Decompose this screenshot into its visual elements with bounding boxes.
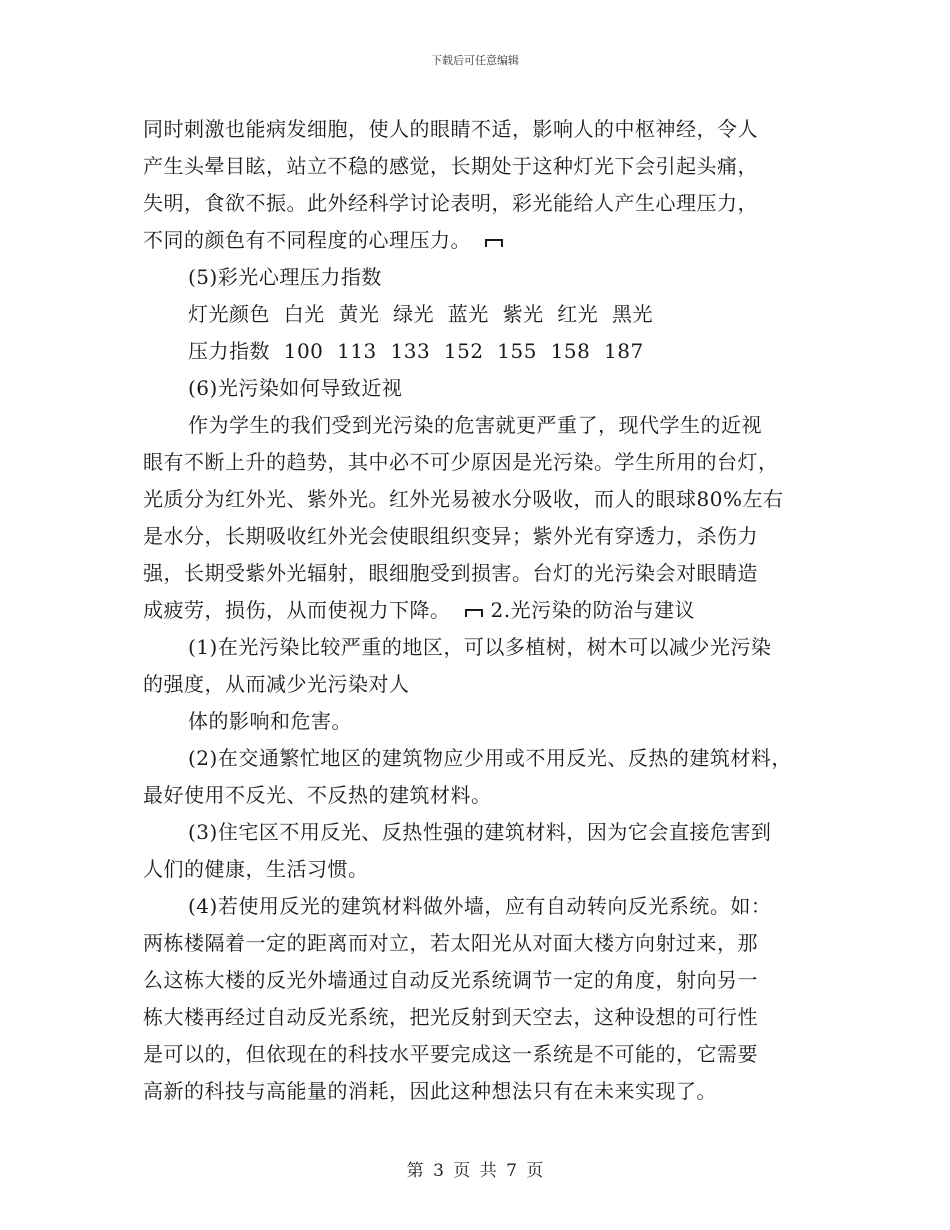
text-line: 体的影响和危害。: [188, 709, 352, 733]
bracket-mark-icon: [485, 237, 503, 247]
text-line: 成疲劳，损伤，从而使视力下降。 2.光污染的防治与建议: [143, 598, 696, 622]
text-line: 同时刺激也能病发细胞，使人的眼睛不适，影响人的中枢神经，令人: [143, 117, 758, 141]
text-line: 人们的健康，生活习惯。: [143, 857, 369, 881]
section-heading: (5)彩光心理压力指数: [188, 265, 382, 289]
text-line: 强，长期受紫外光辐射，眼细胞受到损害。台灯的光污染会对眼睛造: [143, 561, 758, 585]
text-line: (1)在光污染比较严重的地区，可以多植树，树木可以减少光污染: [188, 635, 772, 659]
text-line: 栋大楼再经过自动反光系统，把光反射到天空去，这种设想的可行性: [143, 1005, 758, 1029]
section-heading: (6)光污染如何导致近视: [188, 376, 403, 400]
text-line: 是水分，长期吸收红外光会使眼组织变异；紫外光有穿透力，杀伤力: [143, 524, 758, 548]
text-line: 不同的颜色有不同程度的心理压力。: [143, 227, 511, 253]
text-line: 产生头晕目眩，站立不稳的感觉，长期处于这种灯光下会引起头痛，: [143, 154, 758, 178]
text-line: 最好使用不反光、不反热的建筑材料。: [143, 783, 492, 807]
text-line: 高新的科技与高能量的消耗，因此这种想法只有在未来实现了。: [143, 1079, 717, 1103]
page-header: 下载后可任意编辑: [431, 54, 519, 67]
text-line: 光质分为红外光、紫外光。红外光易被水分吸收，而人的眼球80%左右: [143, 487, 784, 511]
table-row: 压力指数 100 113 133 152 155 158 187: [188, 339, 644, 363]
text-line: (3)住宅区不用反光、反热性强的建筑材料，因为它会直接危害到: [188, 820, 772, 844]
page-footer: 第 3 页 共 7 页: [406, 1161, 544, 1181]
text-line: 眼有不断上升的趋势，其中必不可少原因是光污染。学生所用的台灯，: [143, 450, 779, 474]
bracket-mark-icon: [465, 607, 483, 617]
text-line: (2)在交通繁忙地区的建筑物应少用或不用反光、反热的建筑材料，: [188, 746, 792, 770]
table-row: 灯光颜色 白光 黄光 绿光 蓝光 紫光 红光 黑光: [188, 302, 654, 326]
text-line: 失明，食欲不振。此外经科学讨论表明，彩光能给人产生心理压力，: [143, 191, 758, 215]
section-heading: 2.光污染的防治与建议: [490, 598, 696, 622]
text-line: 作为学生的我们受到光污染的危害就更严重了，现代学生的近视: [188, 413, 762, 437]
text-line: 是可以的，但依现在的科技水平要完成这一系统是不可能的，它需要: [143, 1042, 758, 1066]
text-line: 的强度，从而减少光污染对人: [143, 672, 410, 696]
text-line: 么这栋大楼的反光外墙通过自动反光系统调节一定的角度，射向另一: [143, 968, 758, 992]
text-line: 两栋楼隔着一定的距离而对立，若太阳光从对面大楼方向射过来，那: [143, 931, 758, 955]
text-line: (4)若使用反光的建筑材料做外墙，应有自动转向反光系统。如：: [188, 894, 772, 918]
